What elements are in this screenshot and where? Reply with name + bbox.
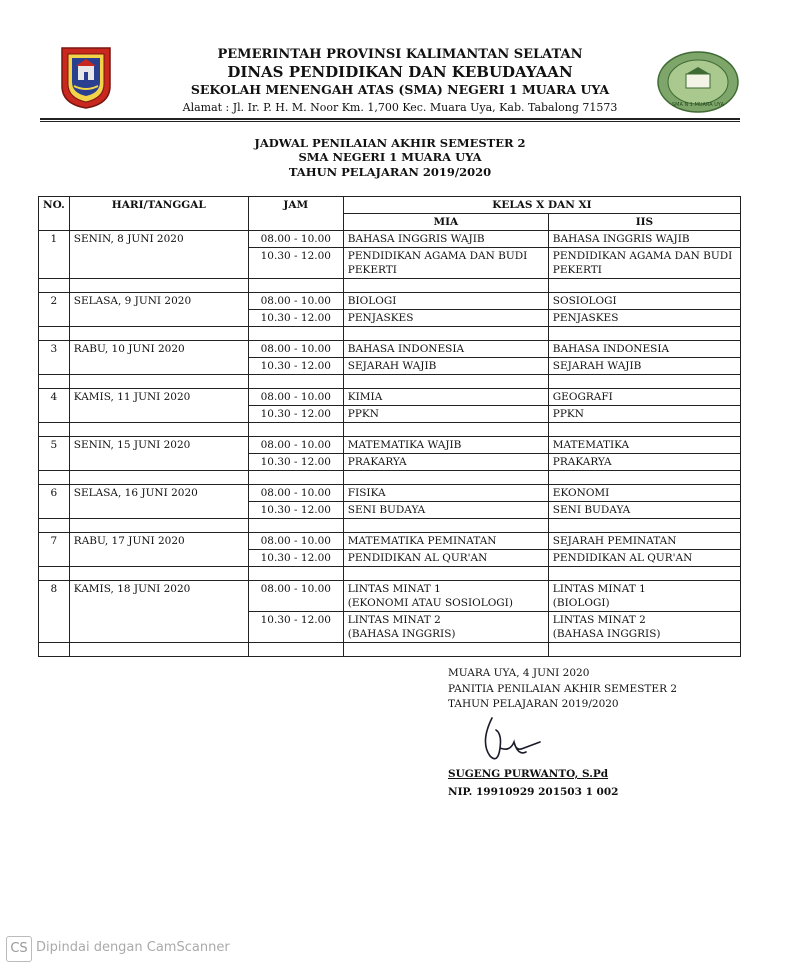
row-day: SENIN, 8 JUNI 2020: [69, 231, 248, 279]
subject-line: (EKONOMI ATAU SOSIOLOGI): [347, 597, 513, 609]
header-mia: MIA: [343, 214, 548, 231]
subject-iis: [548, 310, 740, 327]
subject-line: PRAKARYA: [552, 456, 612, 468]
subject-line: PENDIDIKAN AL QUR'AN: [347, 552, 488, 564]
subject-line: PEKERTI: [552, 264, 602, 276]
session-time: 08.00 - 10.00: [248, 533, 343, 550]
subject-mia: [343, 533, 548, 550]
handwritten-signature-icon: [470, 712, 550, 772]
schedule-row: [39, 231, 741, 248]
session-time: 08.00 - 10.00: [248, 231, 343, 248]
subject-line: PENDIDIKAN AL QUR'AN: [552, 552, 693, 564]
subject-iis: [548, 231, 740, 248]
subject-iis: [548, 389, 740, 406]
letterhead-school: SEKOLAH MENENGAH ATAS (SMA) NEGERI 1 MUARA UYA: [190, 82, 610, 97]
session-time: 10.30 - 12.00: [248, 550, 343, 567]
subject-line: MATEMATIKA WAJIB: [347, 439, 462, 451]
session-time: 08.00 - 10.00: [248, 341, 343, 358]
letterhead-province: PEMERINTAH PROVINSI KALIMANTAN SELATAN: [217, 47, 583, 62]
subject-line: SEJARAH WAJIB: [347, 360, 437, 372]
subject-iis: [548, 437, 740, 454]
subject-line: BAHASA INGGRIS WAJIB: [552, 233, 690, 245]
row-day: RABU, 10 JUNI 2020: [69, 341, 248, 375]
subject-mia: [343, 248, 548, 279]
subject-mia: [343, 293, 548, 310]
document-year: TAHUN PELAJARAN 2019/2020: [288, 165, 492, 179]
subject-line: KIMIA: [347, 391, 383, 403]
subject-line: LINTAS MINAT 2: [347, 614, 441, 626]
sign-place-date: MUARA UYA, 4 JUNI 2020: [448, 667, 590, 679]
row-day: SELASA, 16 JUNI 2020: [69, 485, 248, 519]
header-iis: IIS: [548, 214, 740, 231]
row-number: 7: [39, 533, 70, 567]
subject-mia: [343, 485, 548, 502]
subject-line: FISIKA: [347, 487, 386, 499]
letterhead: [0, 0, 800, 122]
subject-iis: [548, 358, 740, 375]
row-number: 5: [39, 437, 70, 471]
subject-line: SEJARAH PEMINATAN: [552, 535, 677, 547]
session-time: 08.00 - 10.00: [248, 293, 343, 310]
subject-mia: [343, 310, 548, 327]
subject-iis: [548, 248, 740, 279]
school-seal-text: SMA N 1 MUARA UYA: [671, 102, 725, 108]
subject-line: BAHASA INGGRIS WAJIB: [347, 233, 485, 245]
session-time: 10.30 - 12.00: [248, 358, 343, 375]
subject-line: LINTAS MINAT 2: [552, 614, 646, 626]
header-time: JAM: [248, 197, 343, 231]
separator-row: [39, 643, 741, 657]
separator-row: [39, 279, 741, 293]
subject-mia: [343, 612, 548, 643]
session-time: 08.00 - 10.00: [248, 581, 343, 612]
subject-mia: [343, 341, 548, 358]
row-day: SELASA, 9 JUNI 2020: [69, 293, 248, 327]
row-number: 2: [39, 293, 70, 327]
subject-line: SEJARAH WAJIB: [552, 360, 642, 372]
separator-row: [39, 327, 741, 341]
subject-iis: [548, 612, 740, 643]
subject-line: (BAHASA INGGRIS): [552, 628, 661, 640]
session-time: 10.30 - 12.00: [248, 406, 343, 423]
session-time: 10.30 - 12.00: [248, 454, 343, 471]
subject-line: PENDIDIKAN AGAMA DAN BUDI: [552, 250, 733, 262]
subject-line: SENI BUDAYA: [552, 504, 631, 516]
subject-iis: [548, 341, 740, 358]
schedule-row: [39, 341, 741, 358]
subject-mia: [343, 502, 548, 519]
session-time: 08.00 - 10.00: [248, 437, 343, 454]
subject-line: PRAKARYA: [347, 456, 407, 468]
letterhead-rule: [40, 118, 740, 120]
subject-mia: [343, 231, 548, 248]
subject-line: EKONOMI: [552, 487, 610, 499]
row-day: SENIN, 15 JUNI 2020: [69, 437, 248, 471]
subject-iis: [548, 293, 740, 310]
subject-line: (BIOLOGI): [552, 597, 610, 609]
row-day: KAMIS, 11 JUNI 2020: [69, 389, 248, 423]
subject-line: PPKN: [552, 408, 584, 420]
subject-iis: [548, 581, 740, 612]
subject-line: MATEMATIKA PEMINATAN: [347, 535, 497, 547]
subject-iis: [548, 406, 740, 423]
sign-committee: PANITIA PENILAIAN AKHIR SEMESTER 2: [448, 683, 678, 695]
subject-mia: [343, 406, 548, 423]
camscanner-logo-icon: CS: [6, 936, 32, 962]
subject-mia: [343, 550, 548, 567]
subject-mia: [343, 454, 548, 471]
session-time: 10.30 - 12.00: [248, 502, 343, 519]
subject-line: MATEMATIKA: [552, 439, 630, 451]
subject-mia: [343, 358, 548, 375]
schedule-row: [39, 581, 741, 612]
subject-line: PENDIDIKAN AGAMA DAN BUDI: [347, 250, 528, 262]
camscanner-watermark: [6, 936, 246, 964]
subject-iis: [548, 485, 740, 502]
separator-row: [39, 423, 741, 437]
subject-iis: [548, 502, 740, 519]
separator-row: [39, 375, 741, 389]
schedule-row: [39, 437, 741, 454]
subject-mia: [343, 389, 548, 406]
subject-line: LINTAS MINAT 1: [552, 583, 646, 595]
schedule-row: [39, 293, 741, 310]
row-number: 6: [39, 485, 70, 519]
row-day: KAMIS, 18 JUNI 2020: [69, 581, 248, 643]
letterhead-address: Alamat : Jl. Ir. P. H. M. Noor Km. 1,700 Kec. Muara Uya, Kab. Tabalong 71573: [182, 101, 618, 114]
row-number: 8: [39, 581, 70, 643]
session-time: 10.30 - 12.00: [248, 310, 343, 327]
sign-year: TAHUN PELAJARAN 2019/2020: [448, 698, 619, 710]
session-time: 10.30 - 12.00: [248, 248, 343, 279]
subject-line: LINTAS MINAT 1: [347, 583, 441, 595]
schedule-row: [39, 485, 741, 502]
session-time: 10.30 - 12.00: [248, 612, 343, 643]
signer-name: SUGENG PURWANTO, S.Pd: [448, 768, 609, 780]
session-time: 08.00 - 10.00: [248, 485, 343, 502]
document-school: SMA NEGERI 1 MUARA UYA: [298, 150, 482, 164]
session-time: 08.00 - 10.00: [248, 389, 343, 406]
separator-row: [39, 519, 741, 533]
subject-line: BAHASA INDONESIA: [347, 343, 465, 355]
header-class-group: KELAS X DAN XI: [343, 197, 740, 214]
subject-line: SOSIOLOGI: [552, 295, 617, 307]
letterhead-rule-thin: [40, 121, 740, 122]
subject-line: SENI BUDAYA: [347, 504, 426, 516]
subject-line: BIOLOGI: [347, 295, 397, 307]
subject-line: GEOGRAFI: [552, 391, 613, 403]
header-no: NO.: [39, 197, 70, 231]
separator-row: [39, 567, 741, 581]
subject-line: PENJASKES: [347, 312, 414, 324]
header-day: HARI/TANGGAL: [69, 197, 248, 231]
subject-iis: [548, 533, 740, 550]
camscanner-text: Dipindai dengan CamScanner: [36, 940, 230, 955]
subject-mia: [343, 437, 548, 454]
subject-line: PEKERTI: [347, 264, 397, 276]
subject-mia: [343, 581, 548, 612]
school-seal-icon: [656, 50, 740, 114]
subject-line: BAHASA INDONESIA: [552, 343, 670, 355]
signer-nip: NIP. 19910929 201503 1 002: [448, 786, 619, 798]
separator-row: [39, 471, 741, 485]
row-number: 4: [39, 389, 70, 423]
subject-iis: [548, 550, 740, 567]
row-number: 3: [39, 341, 70, 375]
province-crest-icon: [58, 46, 114, 110]
row-number: 1: [39, 231, 70, 279]
document-title: JADWAL PENILAIAN AKHIR SEMESTER 2: [254, 136, 526, 150]
subject-line: PENJASKES: [552, 312, 619, 324]
row-day: RABU, 17 JUNI 2020: [69, 533, 248, 567]
subject-line: PPKN: [347, 408, 379, 420]
letterhead-agency: DINAS PENDIDIKAN DAN KEBUDAYAAN: [227, 63, 573, 81]
subject-iis: [548, 454, 740, 471]
exam-schedule-table: [38, 196, 741, 657]
schedule-row: [39, 533, 741, 550]
subject-line: (BAHASA INGGRIS): [347, 628, 456, 640]
schedule-body: [39, 231, 741, 657]
schedule-row: [39, 389, 741, 406]
